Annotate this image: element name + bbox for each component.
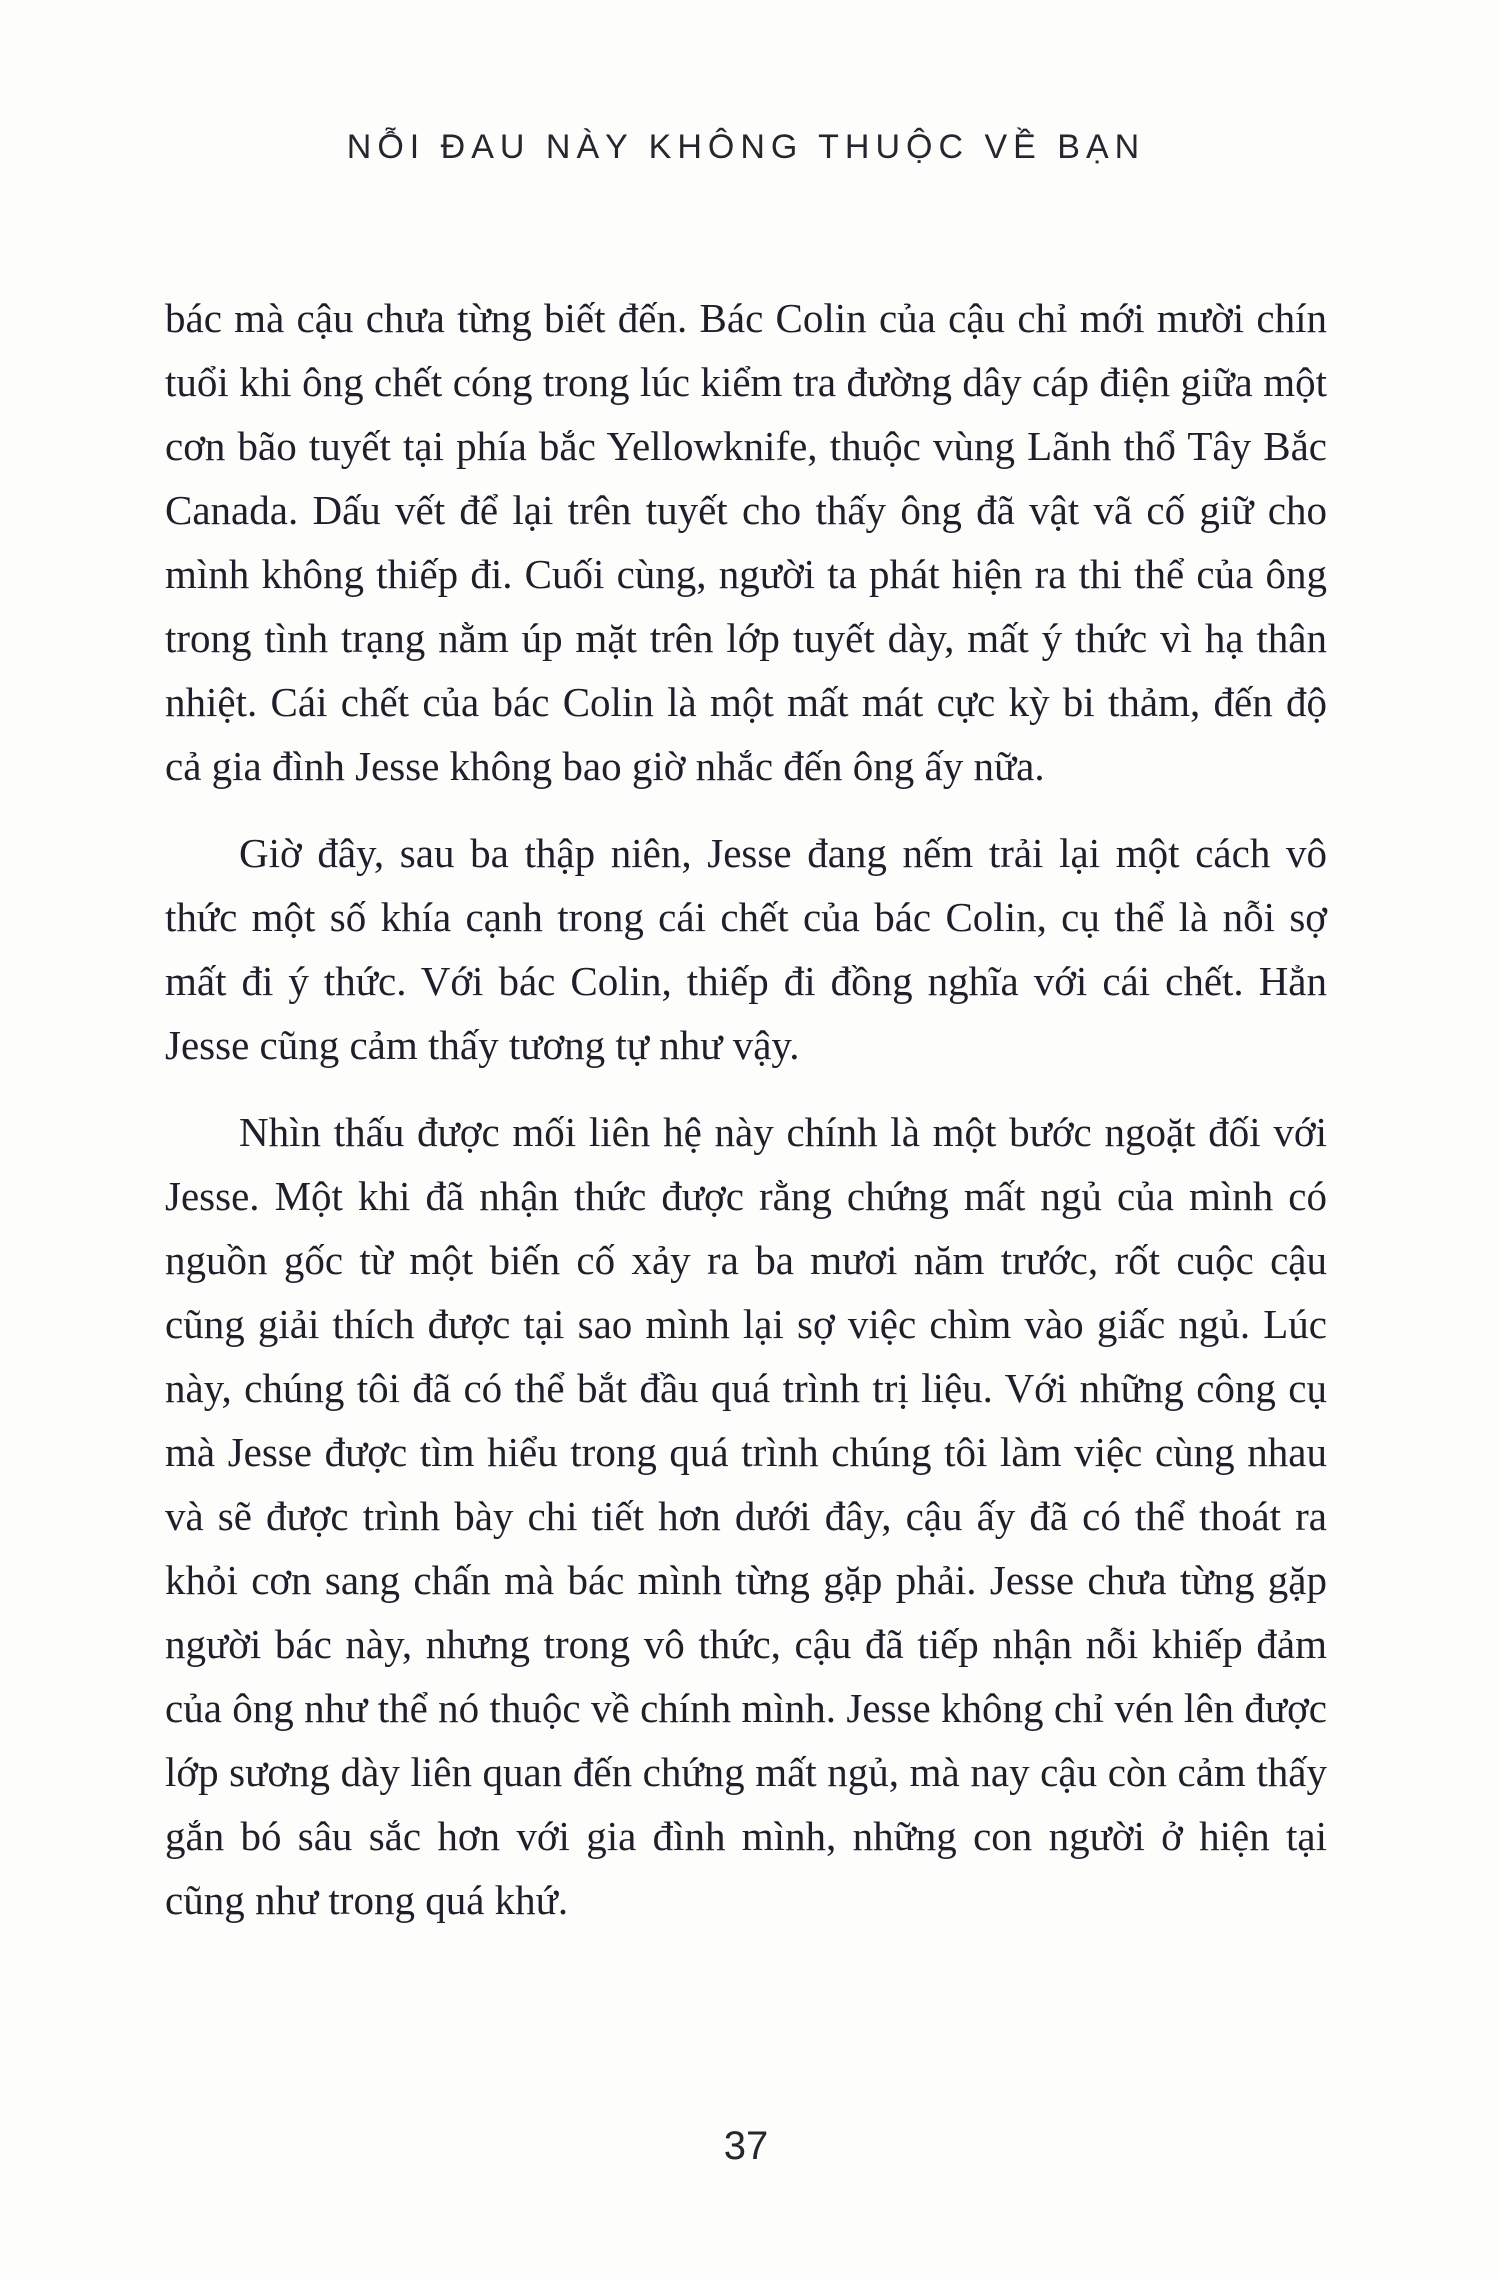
paragraph-2: Giờ đây, sau ba thập niên, Jesse đang nếm trải lại một cách vô thức một số khía cạnh trong cái chết của bác Colin, cụ thể là nỗi sợ mất đi ý thức. Với bác Colin, thiếp đi đồng nghĩa với cái chết. Hẳn Jesse cũng cảm thấy tương tự như vậy. <box>165 830 1327 1068</box>
page-body <box>165 286 1327 1932</box>
page-number: 37 <box>723 2124 769 2168</box>
running-header: NỖI ĐAU NÀY KHÔNG THUỘC VỀ BẠN <box>346 128 1146 166</box>
paragraph-3: Nhìn thấu được mối liên hệ này chính là một bước ngoặt đối với Jesse. Một khi đã nhận thức được rằng chứng mất ngủ của mình có nguồn gốc từ một biến cố xảy ra ba mươi năm trước, rốt cuộc cậu cũng giải thích được tại sao mình lại sợ việc chìm vào giấc ngủ. Lúc này, chúng tôi đã có thể bắt đầu quá trình trị liệu. Với những công cụ mà Jesse được tìm hiểu trong quá trình chúng tôi làm việc cùng nhau và sẽ được trình bày chi tiết hơn dưới đây, cậu ấy đã có thể thoát ra khỏi cơn sang chấn mà bác mình từng gặp phải. Jesse chưa từng gặp người bác này, nhưng trong vô thức, cậu đã tiếp nhận nỗi khiếp đảm của ông như thể nó thuộc về chính mình. Jesse không chỉ vén lên được lớp sương dày liên quan đến chứng mất ngủ, mà nay cậu còn cảm thấy gắn bó sâu sắc hơn với gia đình mình, những con người ở hiện tại cũng như trong quá khứ. <box>165 1109 1327 1923</box>
paragraph-1: bác mà cậu chưa từng biết đến. Bác Colin của cậu chỉ mới mười chín tuổi khi ông chết cóng trong lúc kiểm tra đường dây cáp điện giữa một cơn bão tuyết tại phía bắc Yellowknife, thuộc vùng Lãnh thổ Tây Bắc Canada. Dấu vết để lại trên tuyết cho thấy ông đã vật vã cố giữ cho mình không thiếp đi. Cuối cùng, người ta phát hiện ra thi thể của ông trong tình trạng nằm úp mặt trên lớp tuyết dày, mất ý thức vì hạ thân nhiệt. Cái chết của bác Colin là một mất mát cực kỳ bi thảm, đến độ cả gia đình Jesse không bao giờ nhắc đến ông ấy nữa. <box>165 295 1327 789</box>
